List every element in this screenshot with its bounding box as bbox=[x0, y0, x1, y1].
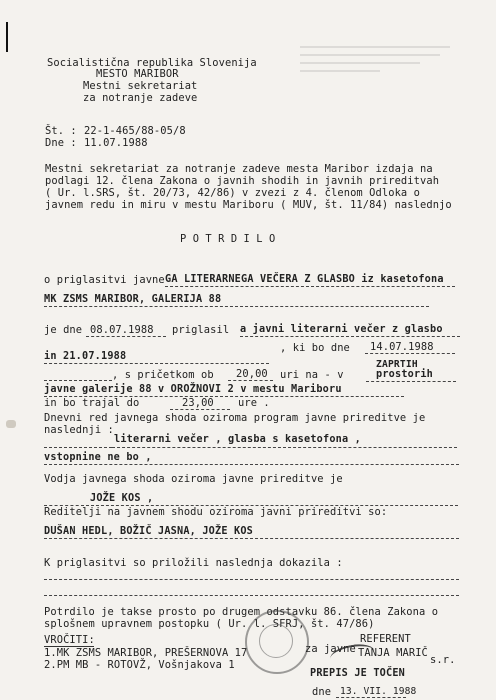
start-time: 20,00 bbox=[236, 368, 268, 380]
header-secretariat: Mestni sekretariat bbox=[83, 80, 198, 92]
end-time-line bbox=[170, 409, 230, 410]
reference-number-label: Št. : bbox=[45, 125, 77, 137]
agenda-line-1: Dnevni red javnega shoda oziroma program javne prireditve je bbox=[44, 412, 426, 424]
program-lead-line bbox=[44, 447, 112, 448]
start-label: , s pričetkom ob bbox=[112, 369, 214, 381]
date-submitted-line bbox=[86, 336, 166, 337]
leader-label: Vodja javnega shoda oziroma javne prireditve je bbox=[44, 473, 343, 485]
header-republic: Socialistična republika Slovenija bbox=[47, 57, 257, 69]
attachments-label: K priglasitvi so priložili naslednja dokazila : bbox=[44, 557, 343, 569]
venue: javne galerije 88 v OROŽNOVI 2 v mestu Mariboru bbox=[44, 384, 342, 395]
start-time-line bbox=[228, 380, 273, 381]
venue-label: uri na - v bbox=[280, 369, 344, 381]
program-line-2-underline bbox=[44, 464, 459, 465]
za-javne: za javne bbox=[305, 643, 356, 655]
event-date-from: 14.07.1988 bbox=[370, 341, 434, 353]
leader-name: JOŽE KOS , bbox=[90, 493, 154, 504]
officer-title: REFERENT bbox=[360, 633, 411, 645]
program-line-1-underline bbox=[112, 447, 457, 448]
recipient-1: 1.MK ZSMS MARIBOR, PREŠERNOVA 17 bbox=[44, 647, 248, 659]
bleed-through-text bbox=[300, 40, 465, 95]
intro-line-2: podlagi 12. člena Zakona o javnih shodih in javnih prireditvah bbox=[45, 175, 440, 187]
program-line-1: literarni večer , glasba s kasetofona , bbox=[114, 434, 362, 445]
edge-mark bbox=[6, 22, 8, 52]
reference-date-label: Dne : bbox=[45, 137, 77, 149]
event-type-line bbox=[165, 286, 455, 287]
priglasil-label: priglasil bbox=[172, 324, 230, 336]
certified-date-line bbox=[336, 697, 406, 698]
reference-date: 11.07.1988 bbox=[84, 137, 148, 149]
signature-mark: s.r. bbox=[430, 654, 456, 666]
certified-copy: PREPIS JE TOČEN bbox=[310, 668, 406, 679]
organizer: MK ZSMS MARIBOR, GALERIJA 88 bbox=[44, 294, 222, 305]
intro-line-1: Mestni sekretariat za notranje zadeve mesta Maribor izdaja na bbox=[45, 163, 433, 175]
event-type: GA LITERARNEGA VEČERA Z GLASBO iz kasetofona bbox=[165, 274, 444, 285]
delivery-label: VROČITI: bbox=[44, 634, 95, 646]
reference-number: 22-1-465/88-05/8 bbox=[84, 125, 186, 137]
intro-line-3: ( Ur. l.SRS, št. 20/73, 42/86) v zvezi z 4. členom Odloka o bbox=[45, 187, 420, 199]
certified-date: 13. VII. 1988 bbox=[340, 686, 417, 697]
organizer-line bbox=[44, 306, 429, 307]
submitted-label: je dne bbox=[44, 324, 83, 336]
notification-label: o priglasitvi javne bbox=[44, 274, 165, 286]
official-stamp bbox=[245, 610, 309, 674]
punch-hole bbox=[6, 420, 16, 428]
certified-date-label: dne bbox=[312, 686, 332, 698]
hours-label: ure . bbox=[238, 397, 270, 409]
venue-type-1: ZAPRTIH bbox=[376, 359, 418, 370]
attachments-line-1 bbox=[44, 579, 459, 580]
venue-type-2: prostorih bbox=[376, 369, 434, 380]
start-lead-line bbox=[44, 380, 112, 381]
stewards-label: Reditelji na javnem shodu oziroma javni prireditvi so: bbox=[44, 506, 388, 518]
event-date-to-line bbox=[44, 363, 269, 364]
program-line-2: vstopnine ne bo , bbox=[44, 452, 152, 463]
recipient-2: 2.PM MB - ROTOVŽ, Vošnjakova 1 bbox=[44, 659, 235, 671]
stewards-line bbox=[44, 538, 459, 539]
agenda-line-2: naslednji : bbox=[44, 424, 114, 436]
stewards: DUŠAN HEDL, BOŽIČ JASNA, JOŽE KOS bbox=[44, 526, 254, 537]
header-city: MESTO MARIBOR bbox=[96, 68, 179, 80]
document-title: P O T R D I L O bbox=[180, 233, 276, 245]
event-date-from-line bbox=[365, 353, 455, 354]
officer-name: TANJA MARIČ bbox=[358, 647, 428, 659]
event-description: a javni literarni večer z glasbo bbox=[240, 324, 443, 335]
fee-line-1: Potrdilo je takse prosto po drugem odstavku 86. člena Zakona o bbox=[44, 606, 439, 618]
attachments-line-2 bbox=[44, 595, 459, 596]
event-date-label: , ki bo dne bbox=[280, 342, 350, 354]
venue-type-line bbox=[366, 381, 456, 382]
event-description-line bbox=[240, 336, 460, 337]
event-date-to: in 21.07.1988 bbox=[44, 351, 127, 362]
fee-line-2: splošnem upravnem postopku ( Ur. l. SFRJ, št. 47/86) bbox=[44, 618, 375, 630]
header-department: za notranje zadeve bbox=[83, 92, 198, 104]
date-submitted: 08.07.1988 bbox=[90, 324, 154, 336]
duration-label: in bo trajal do bbox=[44, 397, 140, 409]
end-time: 23,00 bbox=[182, 397, 214, 409]
intro-line-4: javnem redu in miru v mestu Mariboru ( MUV, št. 11/84) naslednjo bbox=[45, 199, 452, 211]
